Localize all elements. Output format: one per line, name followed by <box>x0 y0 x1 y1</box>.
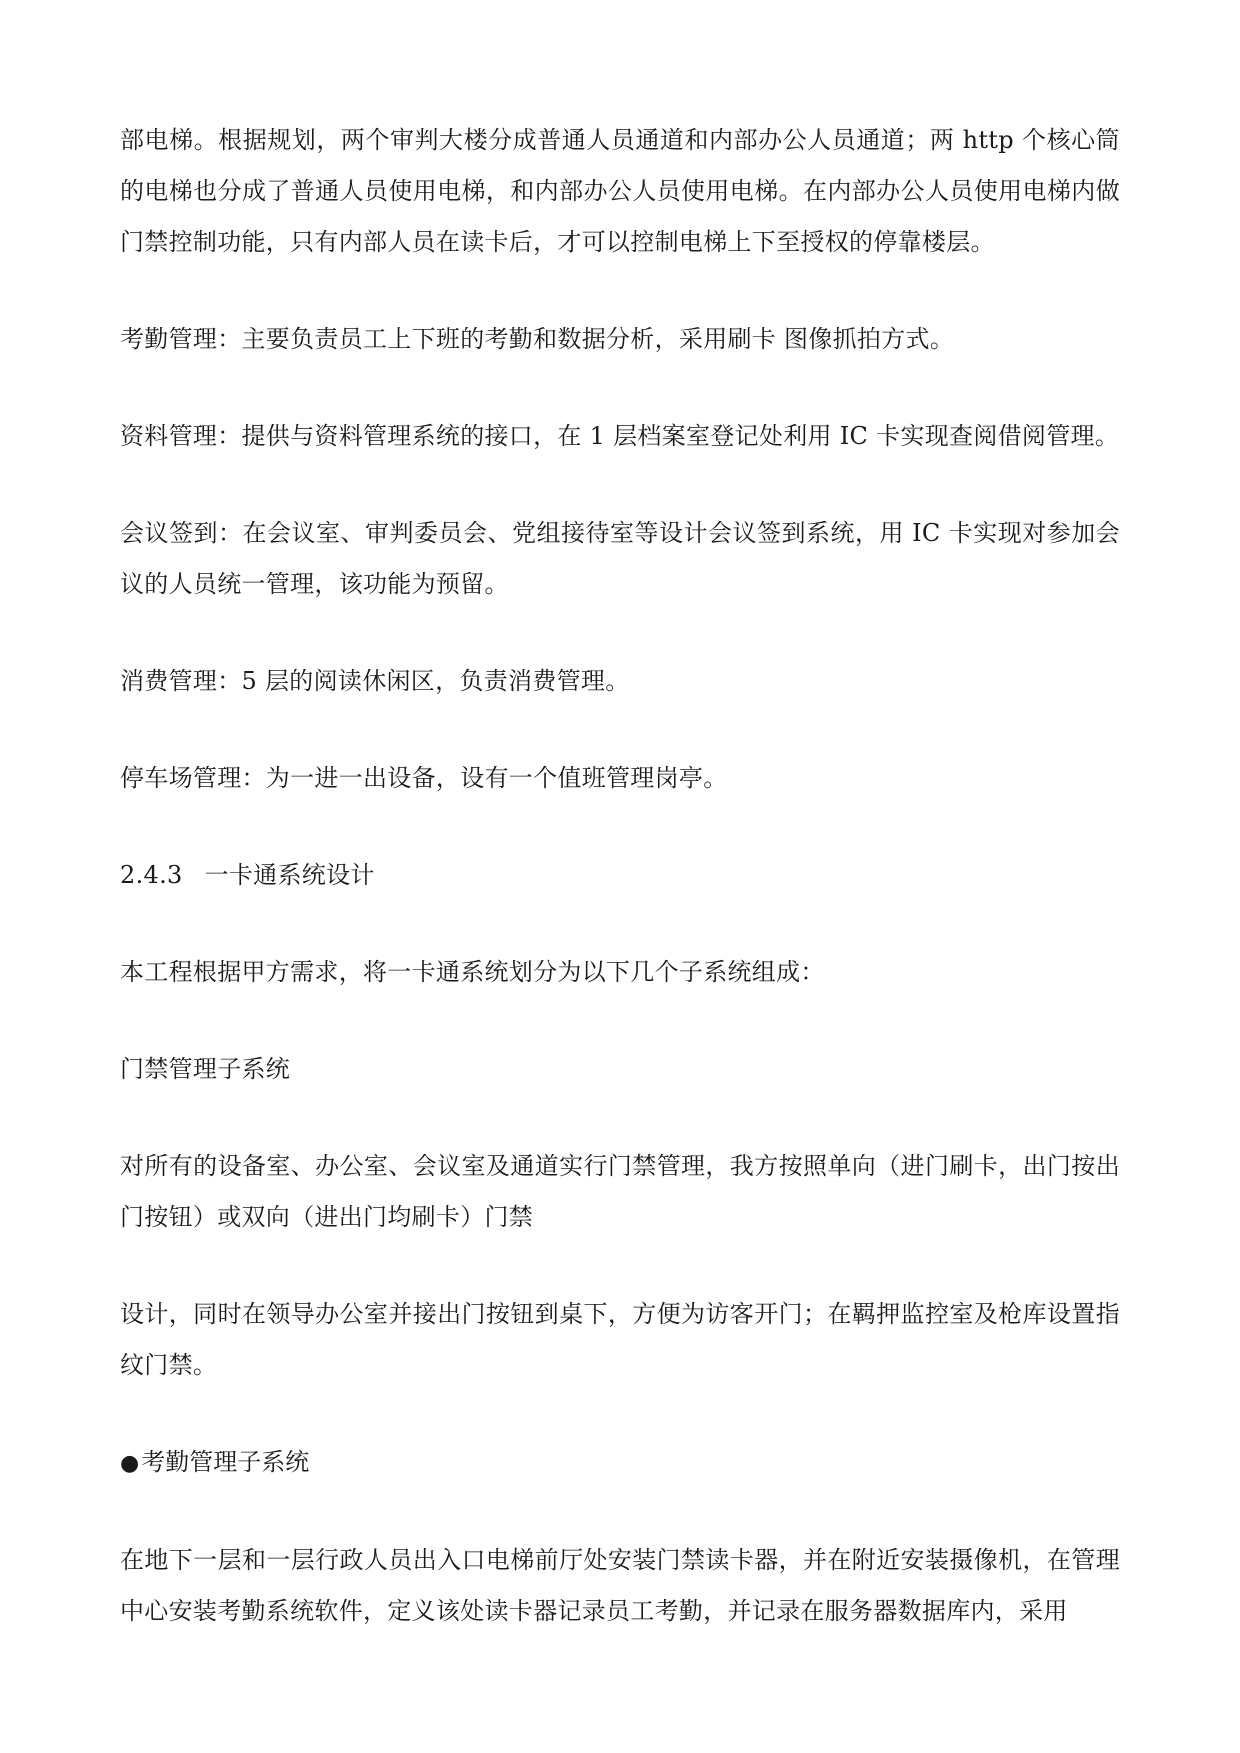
paragraph-attendance-management: 考勤管理：主要负责员工上下班的考勤和数据分析，采用刷卡 图像抓拍方式。 <box>120 325 955 353</box>
paragraph-access-control-detail: 对所有的设备室、办公室、会议室及通道实行门禁管理，我方按照单向（进门刷卡，出门按出门按钮）或双向（进出门均刷卡）门禁 <box>120 1152 1120 1231</box>
section-number: 2.4.3 <box>120 861 183 889</box>
paragraph-attendance-detail: 在地下一层和一层行政人员出入口电梯前厅处安装门禁读卡器，并在附近安装摄像机，在管理中心安装考勤系统软件，定义该处读卡器记录员工考勤，并记录在服务器数据库内，采用 <box>120 1546 1120 1625</box>
bullet-icon: ● <box>120 1451 140 1476</box>
document-page <box>120 115 1120 1683</box>
subsystem-title-attendance-text: 考勤管理子系统 <box>141 1448 310 1476</box>
paragraph-subsystem-intro: 本工程根据甲方需求，将一卡通系统划分为以下几个子系统组成： <box>120 958 825 986</box>
paragraph-records-management: 资料管理：提供与资料管理系统的接口，在 1 层档案室登记处利用 IC 卡实现查阅借阅管理。 <box>120 422 1120 450</box>
paragraph-consumption-management: 消费管理：5 层的阅读休闲区，负责消费管理。 <box>120 667 630 695</box>
subsystem-title-access-control: 门禁管理子系统 <box>120 1055 291 1083</box>
section-heading <box>120 850 1120 901</box>
paragraph-elevator-access: 部电梯。根据规划，两个审判大楼分成普通人员通道和内部办公人员通道；两 http 个核心筒的电梯也分成了普通人员使用电梯，和内部办公人员使用电梯。在内部办公人员使用电梯内做门禁控制功能，只有内部人员在读卡后，才可以控制电梯上下至授权的停靠楼层。 <box>120 126 1120 256</box>
paragraph-meeting-signin: 会议签到：在会议室、审判委员会、党组接待室等设计会议签到系统，用 IC 卡实现对参加会议的人员统一管理，该功能为预留。 <box>120 519 1120 598</box>
section-title: 一卡通系统设计 <box>204 861 375 889</box>
subsystem-title-attendance <box>120 1437 1120 1489</box>
paragraph-access-control-design: 设计，同时在领导办公室并接出门按钮到桌下，方便为访客开门；在羁押监控室及枪库设置指纹门禁。 <box>120 1300 1120 1379</box>
paragraph-parking-management: 停车场管理：为一进一出设备，设有一个值班管理岗亭。 <box>120 764 728 792</box>
